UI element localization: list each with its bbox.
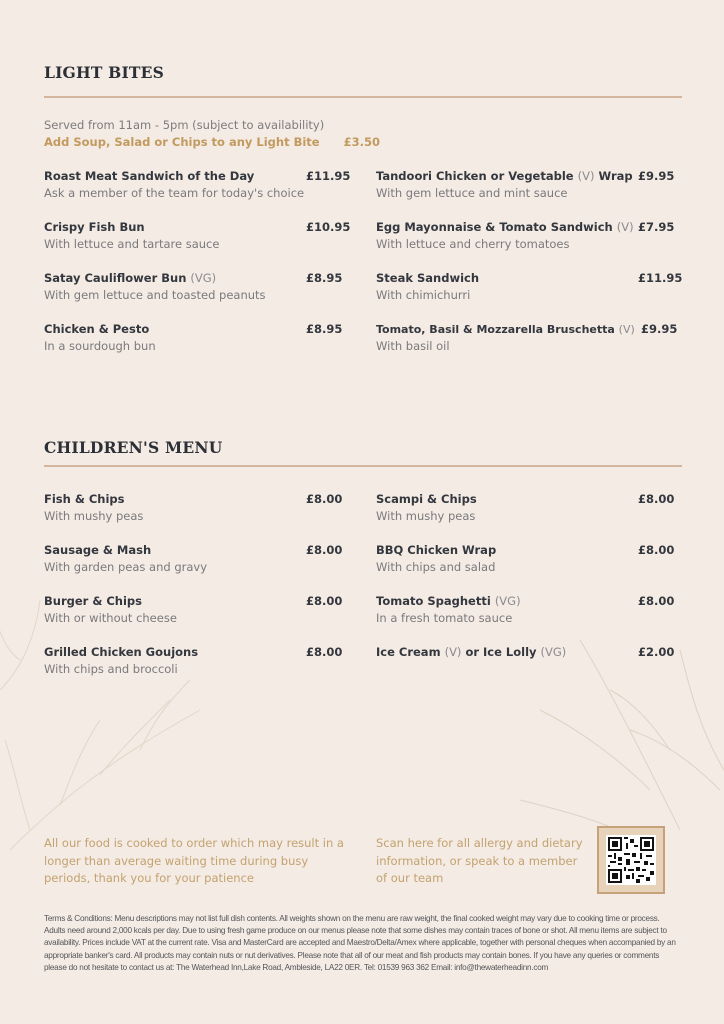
menu-item (44, 491, 354, 542)
item-description: In a sourdough bun (44, 339, 156, 353)
section-title-childrens-menu: CHILDREN'S MENU (44, 438, 223, 457)
menu-item (376, 593, 686, 644)
item-price: £8.00 (306, 594, 343, 608)
menu-item (44, 168, 354, 219)
item-description: With mushy peas (44, 509, 144, 523)
item-price: £2.00 (638, 645, 675, 659)
item-name: Scampi & Chips (376, 492, 477, 506)
dietary-tag: (VG) (494, 594, 521, 608)
menu-item (376, 168, 686, 219)
dietary-tag: (V) (577, 169, 595, 183)
section-title-light-bites: LIGHT BITES (44, 63, 165, 82)
item-name: Sausage & Mash (44, 543, 152, 557)
item-description: With gem lettuce and toasted peanuts (44, 288, 266, 302)
dietary-tag: (VG) (540, 645, 567, 659)
item-name: Grilled Chicken Goujons (44, 645, 199, 659)
item-price: £8.00 (306, 645, 343, 659)
section-divider (44, 465, 682, 467)
addon-label: Add Soup, Salad or Chips to any Light Bite (44, 135, 320, 149)
menu-item (376, 219, 686, 270)
dietary-tag: (V) (616, 220, 634, 234)
item-name: Ice Cream (V) or Ice Lolly (VG) (376, 645, 567, 659)
item-name: Satay Cauliflower Bun (VG) (44, 271, 217, 285)
menu-item (44, 542, 354, 593)
item-name: Burger & Chips (44, 594, 143, 608)
menu-item (376, 542, 686, 593)
item-description: With chips and salad (376, 560, 496, 574)
childrens-right-column (376, 491, 686, 695)
menu-item (44, 270, 354, 321)
light-bites-note (44, 117, 380, 151)
item-name: Crispy Fish Bun (44, 220, 145, 234)
qr-code-icon[interactable] (606, 835, 656, 885)
item-price: £8.00 (306, 492, 343, 506)
item-description: With or without cheese (44, 611, 177, 625)
qr-code-frame[interactable] (597, 826, 665, 894)
item-price: £8.95 (306, 322, 343, 336)
light-bites-right-column (376, 168, 686, 372)
item-price: £9.95 (638, 169, 675, 183)
menu-item (376, 644, 686, 695)
dietary-tag: (V) (618, 323, 635, 336)
item-price: £10.95 (306, 220, 351, 234)
item-name: Tomato Spaghetti (VG) (376, 594, 521, 608)
item-name: BBQ Chicken Wrap (376, 543, 497, 557)
item-name: Roast Meat Sandwich of the Day (44, 169, 255, 183)
terms-and-conditions: Terms & Conditions: Menu descriptions may not list full dish contents. All weights shown on the menu are raw weight, the final cooked weight may vary due to cooking time or process. Adults need around 2,000 kcals per day. Due to using fresh game produce on our menus please note that some dishes may contain traces of bone or shot. All menu items are subject to availability. Prices include VAT at the current rate. Visa and MasterCard are accepted and Maestro/Delta/Amex where applicable, together with personal cheques when accompanied by an appropriate banker's card. All products may contain nuts or nut derivatives. Please note that all of our meat and fish products may contain bones. If you have any queries or comments please do not hesitate to contact us at: The Waterhead Inn,Lake Road, Ambleside, LA22 0ER. Tel: 01539 963 362 Email: info@thewaterheadinn.com (44, 914, 676, 972)
menu-item (376, 321, 686, 372)
item-name: Steak Sandwich (376, 271, 480, 285)
cooking-time-note: All our food is cooked to order which may result in a longer than average waiting time during busy periods, thank you for your patience (44, 836, 344, 885)
item-description: With lettuce and cherry tomatoes (376, 237, 570, 251)
item-description: With gem lettuce and mint sauce (376, 186, 568, 200)
item-name: Fish & Chips (44, 492, 125, 506)
item-name: Chicken & Pesto (44, 322, 150, 336)
item-name: Tandoori Chicken or Vegetable (V) Wrap (376, 169, 633, 183)
menu-item (44, 593, 354, 644)
item-price: £8.00 (638, 594, 675, 608)
item-price: £9.95 (641, 322, 678, 336)
item-description: With chimichurri (376, 288, 471, 302)
item-name: Egg Mayonnaise & Tomato Sandwich (V) (376, 220, 634, 234)
item-price: £7.95 (638, 220, 675, 234)
menu-item (376, 491, 686, 542)
item-price: £11.95 (638, 271, 683, 285)
item-description: With chips and broccoli (44, 662, 178, 676)
item-description: With garden peas and gravy (44, 560, 208, 574)
childrens-left-column (44, 491, 354, 695)
item-description: With lettuce and tartare sauce (44, 237, 220, 251)
item-price: £8.00 (306, 543, 343, 557)
item-price: £8.00 (638, 492, 675, 506)
allergy-note: Scan here for all allergy and dietary information, or speak to a member of our team (376, 836, 583, 885)
item-description: With mushy peas (376, 509, 476, 523)
light-bites-left-column (44, 168, 354, 372)
item-description: In a fresh tomato sauce (376, 611, 513, 625)
item-price: £8.00 (638, 543, 675, 557)
addon-price: £3.50 (343, 135, 380, 149)
section-divider (44, 96, 682, 98)
menu-item (376, 270, 686, 321)
dietary-tag: (V) (444, 645, 462, 659)
dietary-tag: (VG) (190, 271, 217, 285)
item-name: Tomato, Basil & Mozzarella Bruschetta (V) (376, 323, 635, 336)
item-price: £11.95 (306, 169, 351, 183)
item-description: Ask a member of the team for today's choice (44, 186, 305, 200)
item-description: With basil oil (376, 339, 450, 353)
menu-item (44, 321, 354, 372)
item-price: £8.95 (306, 271, 343, 285)
menu-item (44, 219, 354, 270)
menu-item (44, 644, 354, 695)
serving-hours: Served from 11am - 5pm (subject to availability) (44, 118, 325, 132)
